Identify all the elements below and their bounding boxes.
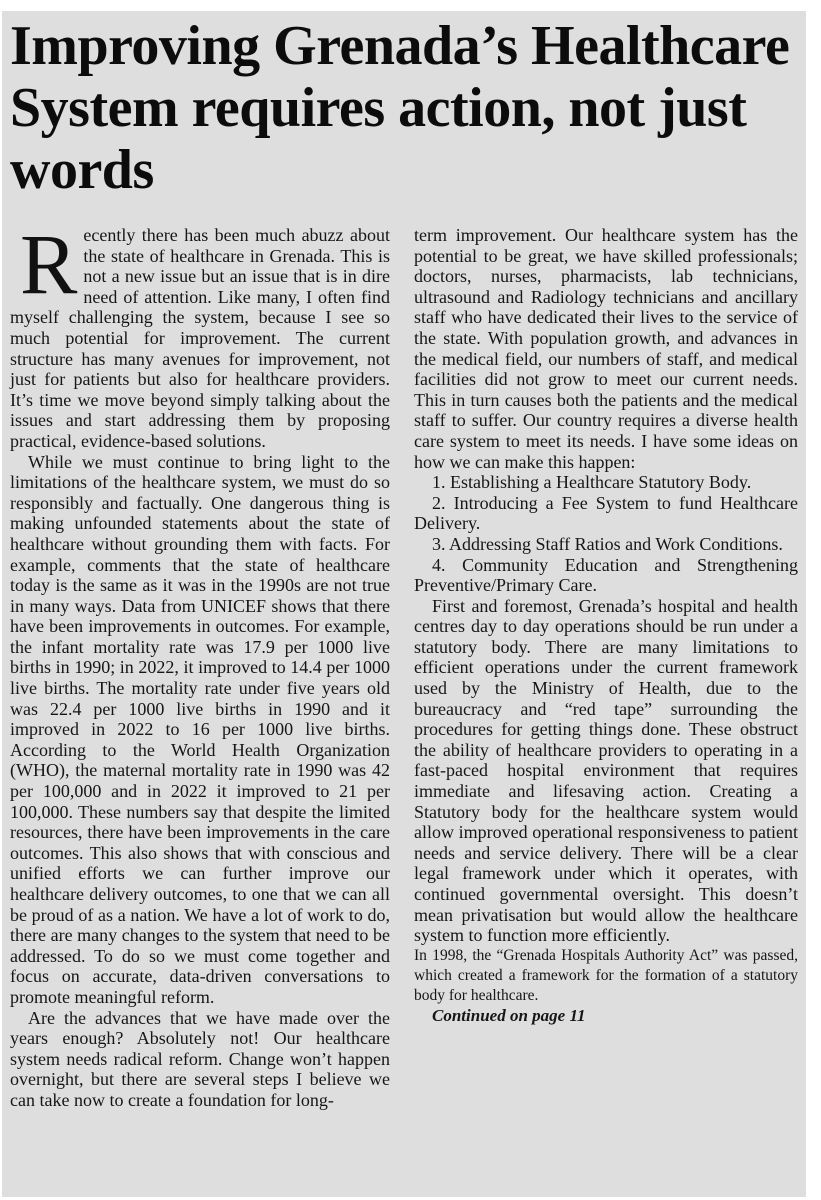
article-paragraph: While we must continue to bring light to the limitations of the healthcare system, we must do so responsibly and factually. One dangerous thing is making unfounded statements about the state of healthcare without grounding them with facts. For example, comments that the state of healthcare today is the same as it was in the 1990s are not true in many ways. Data from UNICEF shows that there have been improvements in outcomes. For example, the infant mortality rate was 17.9 per 1000 live births in 1990; in 2022, it improved to 14.4 per 1000 live births. The mortality rate under five years old was 22.4 per 1000 live births in 1990 and it improved in 2022 to 16 per 1000 live births. According to the World Health Organization (WHO), the maternal mortality rate in 1990 was 42 per 100,000 and in 2022 it improved to 21 per 100,000. These numbers say that despite the limited resources, there have been improvements in the care outcomes. This also shows that with conscious and unified efforts we can further improve our healthcare delivery outcomes, to one that we can all be proud of as a nation. We have a lot of work to do, there are many changes to the system that need to be addressed. To do so we must come together and focus on accurate, data-driven conversations to promote meaningful reform. bbox=[10, 451, 390, 1007]
list-item: 1. Establishing a Healthcare Statutory Body. bbox=[432, 472, 752, 493]
paragraph-text: ecently there has been much abuzz about the state of healthcare in Grenada. This is not a new issue but an issue that is in dire need of attention. Like many, I often find myself challenging the system, because I see so much potential for improvement. The current structure has many avenues for improvement, not just for patients but also for healthcare providers. It’s time we move beyond simply talking about the issues and start addressing them by proposing practical, evidence-based solutions. bbox=[10, 225, 390, 451]
article-clipping bbox=[2, 11, 806, 1197]
continued-on-page-link[interactable]: Continued on page 11 bbox=[432, 1005, 586, 1025]
drop-cap: R bbox=[20, 216, 78, 312]
article-paragraph: Are the advances that we have made over the years enough? Absolutely not! Our healthcare system needs radical reform. Change won’t happen overnight, but there are several steps I believe we can take now to create a foundation for long- bbox=[10, 1007, 390, 1110]
article-column-left bbox=[10, 216, 390, 1111]
list-item: 4. Community Education and Strengthening Preventive/Primary Care. bbox=[414, 554, 798, 596]
article-paragraph: term improvement. Our healthcare system has the potential to be great, we have skilled professionals; doctors, nurses, pharmacists, lab technicians, ultrasound and Radiology technicians and ancillary staff who have dedicated their lives to the service of the state. With population growth, and advances in the medical field, our numbers of staff, and medical facilities did not grow to meet our current needs. This in turn causes both the patients and the medical staff to suffer. Our country requires a diverse health care system to meet its needs. I have some ideas on how we can make this happen: bbox=[414, 225, 798, 472]
article-paragraph: First and foremost, Grenada’s hospital and health centres day to day operations should be run under a statutory body. There are many limitations to efficient operations under the current framework used by the Ministry of Health, due to the bureaucracy and “red tape” surrounding the procedures for getting things done. These obstruct the ability of healthcare providers to operating in a fast-paced hospital environment that requires immediate and lifesaving action. Creating a Statutory body for the healthcare system would allow improved operational responsiveness to patient needs and service delivery. There will be a clear legal framework under which it operates, with continued governmental oversight. This doesn’t mean privatisation but would allow the healthcare system to function more efficiently. bbox=[414, 595, 798, 946]
article-column-right bbox=[414, 225, 798, 1026]
list-item: 3. Addressing Staff Ratios and Work Conditions. bbox=[432, 533, 783, 554]
article-headline: Improving Grenada’s Healthcare System requires action, not just words bbox=[10, 15, 790, 201]
list-item: 2. Introducing a Fee System to fund Healthcare Delivery. bbox=[414, 492, 798, 534]
article-paragraph: In 1998, the “Grenada Hospitals Authority Act” was passed, which created a framework for the formation of a statutory body for healthcare. bbox=[414, 946, 798, 1004]
article-paragraph bbox=[10, 216, 390, 452]
